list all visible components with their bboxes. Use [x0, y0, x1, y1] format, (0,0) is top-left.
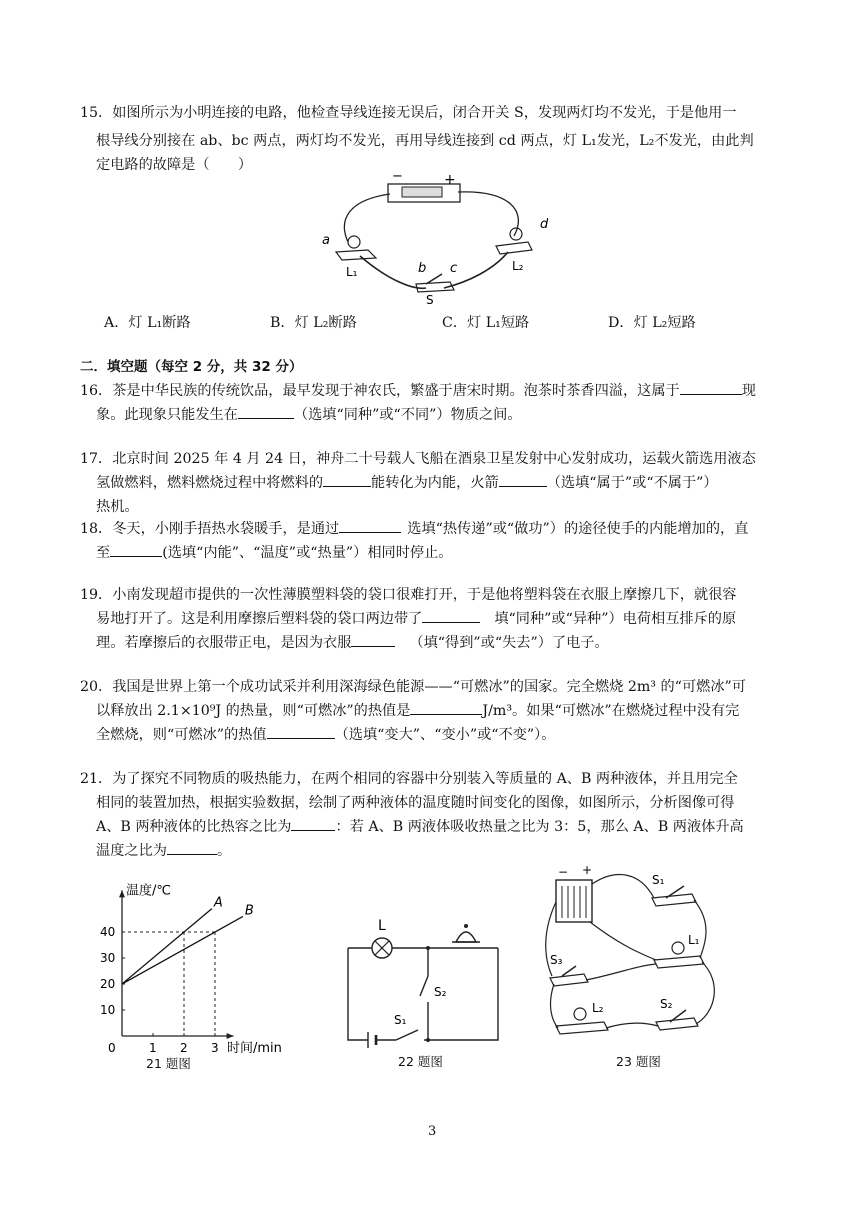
page-number: 3	[428, 1124, 437, 1139]
fig23-s2-label: S₂	[660, 997, 673, 1011]
q19-line2	[96, 608, 736, 630]
battery-plus-label: +	[444, 172, 456, 188]
label-s: S	[426, 293, 434, 307]
label-c: c	[450, 261, 458, 276]
q17-text2b: 能转化为内能，火箭	[371, 475, 499, 491]
fig21-series-label-B: B	[244, 903, 254, 919]
q18-line2	[96, 542, 452, 564]
q15-option-d: D．灯 L₂短路	[608, 315, 696, 331]
fig22-s2-label: S₂	[434, 985, 447, 999]
q16-blank2[interactable]	[238, 404, 294, 419]
fig21-graph	[96, 876, 306, 1076]
fig21-origin-label: 0	[108, 1041, 116, 1055]
q18-text1a: 18．冬天，小刚手捂热水袋暖手，是通过	[80, 521, 340, 537]
q16-line2	[96, 404, 522, 426]
fig21-y-tick-label: 30	[100, 951, 116, 965]
fig23-wire-7	[696, 962, 714, 1024]
q21-blank1[interactable]	[291, 816, 335, 831]
fig23-l1-label: L₁	[688, 933, 700, 947]
fig21-x-tick-label: 1	[149, 1041, 157, 1055]
q21-text4a: 温度之比为	[96, 843, 167, 859]
fig23-wire-5	[551, 984, 558, 1028]
q15-circuit-figure	[318, 170, 548, 310]
q20-text3b: （选填“变大”、“变小”或“不变”）。	[334, 727, 556, 743]
q21-text3a: A、B 两种液体的比热容之比为	[96, 819, 292, 835]
q21-text4b: 。	[216, 843, 232, 859]
fig22-wire-left	[348, 948, 368, 1040]
fig23-s3-label: S₃	[550, 953, 563, 967]
q17-blank2[interactable]	[499, 472, 547, 487]
q21-line4	[96, 840, 231, 862]
q18-blank1[interactable]	[339, 518, 401, 533]
fig21-y-tick-label: 10	[100, 1003, 116, 1017]
q20-blank1[interactable]	[410, 700, 482, 715]
q21-text3b: ：若 A、B 两液体吸收热量之比为 3：5，那么 A、B 两液体升高	[335, 819, 744, 835]
q20-text3a: 全燃烧，则“可燃冰”的热值	[96, 727, 267, 743]
label-l1: L₁	[346, 265, 358, 279]
fig23-wire-8	[590, 922, 656, 960]
q18-text1b: 选填“热传递”或“做功”）的途径使手的内能增加的，直	[407, 521, 749, 537]
q19-text2b: 填“同种”或“异种”）电荷相互排斥的原	[494, 611, 737, 627]
q19-blank1[interactable]	[422, 608, 480, 623]
label-a: a	[322, 233, 330, 248]
fig22-lamp-label: L	[378, 918, 386, 934]
q16-line1	[80, 380, 756, 402]
q17-line3: 热机。	[96, 499, 139, 515]
q15-option-a: A．灯 L₁断路	[104, 315, 191, 331]
fig23-l2-label: L₂	[592, 1001, 604, 1015]
fig23-l2-base	[556, 1022, 608, 1034]
q20-line3	[96, 724, 555, 746]
fig23-s1	[652, 894, 696, 906]
fig21-y-tick-label: 40	[100, 925, 116, 939]
fig22-circuit	[334, 914, 514, 1054]
fig21-xlabel: 时间/min	[227, 1041, 282, 1056]
q20-line2	[96, 700, 739, 722]
q16-blank1[interactable]	[680, 380, 742, 395]
q21-line3	[96, 816, 744, 838]
q20-blank2[interactable]	[267, 724, 335, 739]
q19-blank2[interactable]	[351, 632, 395, 647]
fig21-y-arrow	[119, 890, 125, 897]
q17-text2a: 氢做燃料，燃料燃烧过程中将燃料的	[96, 475, 324, 491]
fig21-caption: 21 题图	[146, 1056, 191, 1071]
section2-title: 二．填空题（每空 2 分，共 32 分）	[80, 359, 303, 375]
fig23-wire-2	[694, 900, 706, 958]
fig22-caption: 22 题图	[398, 1054, 443, 1069]
fig23-plus: +	[582, 863, 593, 877]
fig21-x-tick-label: 3	[211, 1041, 219, 1055]
label-b: b	[418, 261, 427, 276]
fig21-axes	[119, 890, 234, 1039]
fig21-series-B	[122, 916, 243, 984]
q15-option-b: B．灯 L₂断路	[270, 315, 357, 331]
fig21-ylabel: 温度/℃	[126, 883, 171, 899]
q18-line1	[80, 518, 748, 540]
label-l2: L₂	[512, 259, 524, 273]
battery-minus-label: −	[392, 170, 403, 184]
wire-d	[458, 192, 518, 236]
label-d: d	[540, 217, 548, 232]
q16-text2b: （选填“同种”或“不同”）物质之间。	[293, 407, 522, 423]
fig21-x-arrow	[227, 1033, 234, 1039]
q15-line3: 定电路的故障是（ ）	[96, 157, 253, 173]
q17-line1: 17．北京时间 2025 年 4 月 24 日，神舟二十号载人飞船在酒泉卫星发射中心发射成功，运载火箭选用液态	[80, 451, 756, 467]
q17-text2c: （选填“属于”或“不属于”）	[546, 475, 718, 491]
q15-option-c: C．灯 L₁短路	[442, 315, 530, 331]
fig23-l2-bulb	[574, 1008, 586, 1020]
q17-line2	[96, 472, 718, 494]
q19-text3b: （填“得到”或“失去”）了电子。	[409, 635, 609, 651]
q15-line2: 根导线分别接在 ab、bc 两点，两灯均不发光，再用导线连接到 cd 两点，灯 L₁发光，L₂不发光，由此判	[96, 133, 754, 149]
fig21-x-tick-label: 2	[180, 1041, 188, 1055]
fig23-l1-bulb	[672, 942, 684, 954]
q16-text1b: 现	[741, 383, 756, 399]
l1-bulb	[348, 236, 360, 248]
wire-a	[344, 194, 390, 242]
fig22-s2-lever	[420, 976, 428, 996]
fig21-guides	[122, 932, 215, 1036]
fig21-series-label-A: A	[213, 895, 223, 911]
q19-line3	[96, 632, 609, 654]
fig21-y-tick-label: 20	[100, 977, 116, 991]
fig23-wire-4	[586, 964, 656, 980]
fig23-s2	[656, 1018, 698, 1030]
q19-text3a: 理。若摩擦后的衣服带正电，是因为衣服	[96, 635, 352, 651]
q19-text2a: 易地打开了。这是利用摩擦后塑料袋的袋口两边带了	[96, 611, 423, 627]
l2-base	[496, 242, 532, 254]
fig23-wire-1	[592, 875, 654, 898]
q17-blank1[interactable]	[323, 472, 371, 487]
fig22-bell	[456, 932, 476, 942]
l2-bulb	[510, 228, 522, 240]
fig21-series-A	[122, 909, 212, 984]
fig21-labels	[100, 882, 282, 1056]
q16-text1a: 16．茶是中华民族的传统饮品，最早发现于神农氏，繁盛于唐宋时期。泡茶时茶香四溢，这属于	[80, 383, 680, 399]
battery-cell	[402, 187, 442, 197]
q20-text2a: 以释放出 2.1×10⁹J 的热量，则“可燃冰”的热值是	[96, 703, 411, 719]
q18-text2b: (选填“内能”、“温度”或“热量”）相同时停止。	[162, 545, 453, 561]
q20-text2b: J/m³。如果“可燃冰”在燃烧过程中没有完	[482, 703, 740, 719]
fig22-s1-label: S₁	[394, 1013, 407, 1027]
fig23-l1-base	[654, 956, 704, 968]
fig23-minus: −	[558, 865, 569, 879]
q16-text2a: 象。此现象只能发生在	[96, 407, 238, 423]
q21-blank2[interactable]	[167, 840, 217, 855]
q20-line1: 20．我国是世界上第一个成功试采并利用深海绿色能源——“可燃冰”的国家。完全燃烧 2m³ 的“可燃冰”可	[80, 679, 746, 695]
q18-blank2[interactable]	[110, 542, 162, 557]
q21-line1: 21．为了探究不同物质的吸热能力，在两个相同的容器中分别装入等质量的 A、B 两种液体，并且用完全	[80, 771, 738, 787]
q18-text2a: 至	[96, 545, 111, 561]
fig23-wiring	[536, 862, 736, 1052]
fig23-s3	[550, 974, 588, 986]
q21-line2: 相同的装置加热，根据实验数据，绘制了两种液体的温度随时间变化的图像，如图所示，分析图像可得	[96, 795, 735, 811]
fig23-wire-6	[606, 1023, 658, 1028]
q15-line1: 15．如图所示为小明连接的电路，他检查导线连接无误后，闭合开关 S，发现两灯均不发光，于是他用一	[80, 105, 737, 121]
fig21-series	[122, 909, 243, 984]
fig23-caption: 23 题图	[616, 1054, 661, 1069]
q19-line1: 19．小南发现超市提供的一次性薄膜塑料袋的袋口很难打开，于是他将塑料袋在衣服上摩擦几下，就很容	[80, 587, 737, 603]
l1-base	[336, 250, 376, 260]
fig23-s1-label: S₁	[652, 873, 665, 887]
